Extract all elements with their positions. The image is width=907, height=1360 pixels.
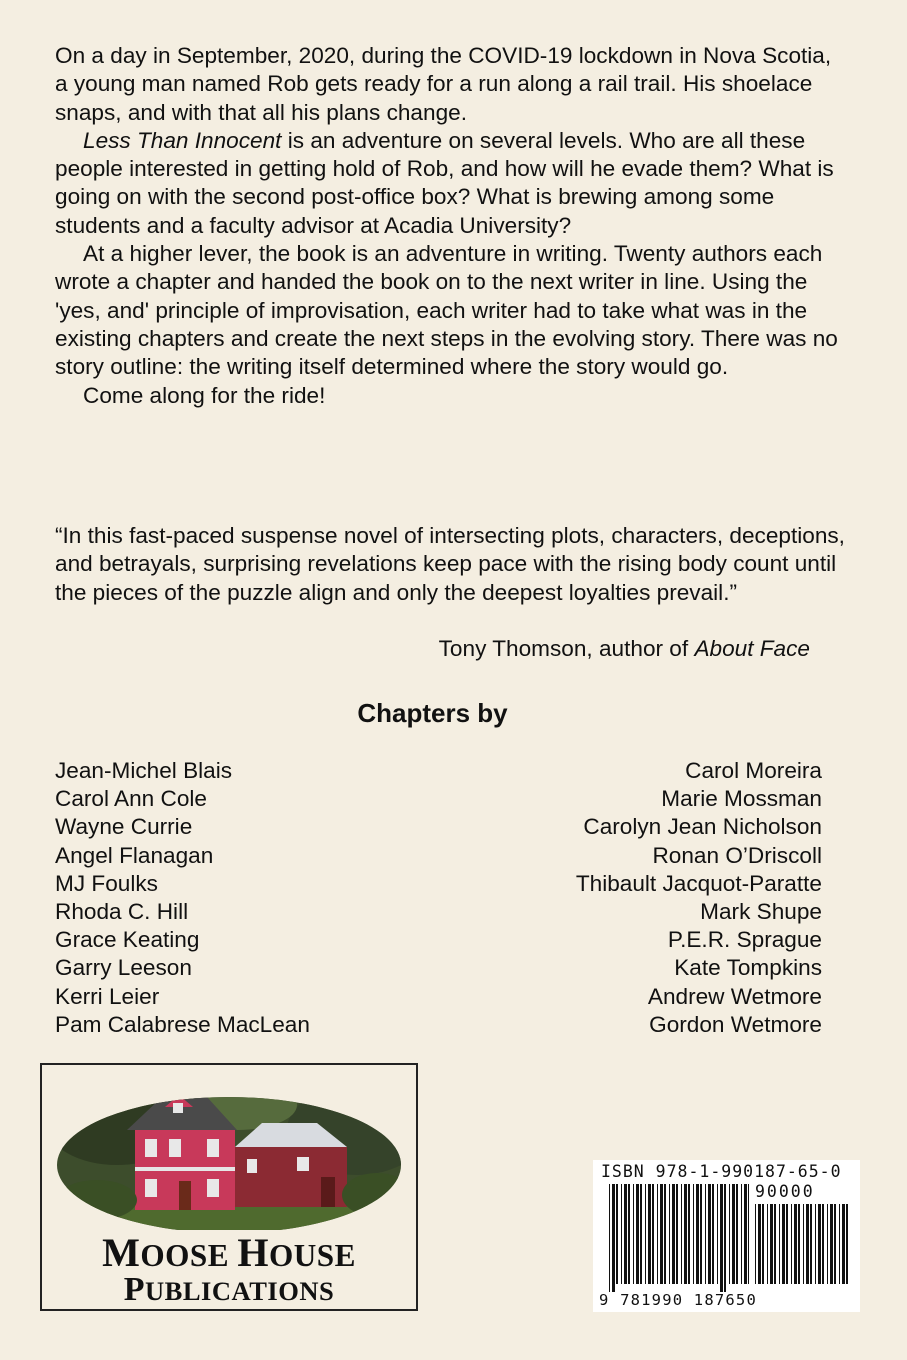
barcode-bar bbox=[652, 1184, 654, 1284]
author-name: Angel Flanagan bbox=[55, 842, 214, 868]
barcode-bar bbox=[798, 1204, 800, 1284]
blurb bbox=[55, 42, 845, 410]
author-name: Garry Leeson bbox=[55, 955, 192, 981]
barcode-bar bbox=[729, 1184, 730, 1284]
authors-left-column bbox=[55, 757, 310, 1039]
barcode-bar bbox=[621, 1184, 622, 1284]
barcode-bar bbox=[815, 1204, 816, 1284]
chapters-heading: Chapters by bbox=[357, 698, 508, 728]
barcode-bar bbox=[660, 1184, 663, 1284]
barcode-bar bbox=[688, 1184, 690, 1284]
barcode-bar bbox=[696, 1184, 699, 1284]
barcode-bar bbox=[669, 1184, 670, 1284]
logo-letter: M bbox=[102, 1230, 141, 1275]
attribution-book-title: About Face bbox=[694, 636, 810, 661]
barcode-bar bbox=[736, 1184, 738, 1284]
barcode-bar bbox=[648, 1184, 651, 1284]
author-name: Kate Tompkins bbox=[674, 955, 822, 981]
logo-letter: H bbox=[237, 1230, 269, 1275]
barcode-bar bbox=[827, 1204, 828, 1284]
barcode-bar bbox=[810, 1204, 812, 1284]
barcode-bar bbox=[708, 1184, 711, 1284]
barcode-bar bbox=[676, 1184, 678, 1284]
isbn-text: ISBN 978-1-990187-65-0 bbox=[601, 1162, 842, 1181]
barcode-bar bbox=[786, 1204, 788, 1284]
barcode-bar bbox=[794, 1204, 797, 1284]
author-name: Marie Mossman bbox=[661, 786, 822, 812]
barcode-bar bbox=[609, 1184, 610, 1292]
barcode-bar bbox=[741, 1184, 742, 1284]
publisher-logo bbox=[40, 1063, 418, 1311]
review-attribution bbox=[439, 635, 810, 663]
blurb-paragraph-1: On a day in September, 2020, during the COVID-19 lockdown in Nova Scotia, a young man named Rob gets ready for a run along a rail trail. His shoelace snaps, and with that all his plans change. bbox=[55, 43, 832, 125]
barcode-bar bbox=[628, 1184, 630, 1284]
barcode-bar bbox=[705, 1184, 706, 1284]
barcode-bar bbox=[762, 1204, 764, 1284]
barcode-bar bbox=[672, 1184, 675, 1284]
barcode-bar bbox=[803, 1204, 804, 1284]
review-quote bbox=[55, 522, 845, 607]
barcode-bar bbox=[758, 1204, 761, 1284]
barcode-bar bbox=[693, 1184, 694, 1284]
author-name: Kerri Leier bbox=[55, 983, 160, 1009]
blurb-paragraph-3: At a higher lever, the book is an adventure in writing. Twenty authors each wrote a chapter and handed the book on to the next writer in line. Using the 'yes, and' principle of improvisation, each writer had to take what was in the existing chapters and create the next steps in the evolving story. There was no story outline: the writing itself determined where the story would go. bbox=[55, 241, 838, 380]
barcode-bar bbox=[640, 1184, 642, 1284]
barcode-bar bbox=[818, 1204, 821, 1284]
barcode-bar bbox=[806, 1204, 809, 1284]
barcode-bar bbox=[664, 1184, 666, 1284]
barcode-bar bbox=[770, 1204, 773, 1284]
author-name: Carol Moreira bbox=[685, 758, 822, 783]
barcode-bars bbox=[609, 1184, 749, 1292]
author-name: Carolyn Jean Nicholson bbox=[583, 814, 822, 840]
authors-right-column bbox=[576, 757, 822, 1039]
barcode-bar bbox=[657, 1184, 658, 1284]
isbn-barcode bbox=[593, 1160, 860, 1312]
house-illustration bbox=[57, 1085, 402, 1230]
logo-letters: UBLICATIONS bbox=[145, 1276, 335, 1306]
barcode-bar bbox=[822, 1204, 824, 1284]
barcode-bar bbox=[684, 1184, 687, 1284]
publisher-name-line2 bbox=[42, 1272, 416, 1309]
author-name: Pam Calabrese MacLean bbox=[55, 1011, 310, 1037]
author-name: Ronan O’Driscoll bbox=[652, 842, 822, 868]
book-title: Less Than Innocent bbox=[83, 127, 282, 153]
barcode-bar bbox=[791, 1204, 792, 1284]
logo-letters: OUSE bbox=[268, 1238, 356, 1273]
author-name: Mark Shupe bbox=[700, 898, 822, 924]
author-name: Grace Keating bbox=[55, 927, 200, 953]
blurb-paragraph-2-text: is an adventure on several levels. Who are all these people interested in getting hold of Rob, and how will he evade them? What is going on with the second post-office box? What is brewing among some students and a faculty advisor at Acadia University? bbox=[55, 127, 834, 238]
barcode-bar bbox=[720, 1184, 723, 1292]
barcode-bar bbox=[748, 1184, 749, 1284]
barcode-bar bbox=[782, 1204, 785, 1284]
barcode-bar bbox=[830, 1204, 833, 1284]
barcode-bar bbox=[717, 1184, 718, 1284]
barcode-bar bbox=[681, 1184, 682, 1284]
barcode-addon-bars bbox=[755, 1204, 851, 1292]
barcode-bar bbox=[724, 1184, 726, 1292]
barcode-bar bbox=[842, 1204, 845, 1284]
blurb-paragraph-4: Come along for the ride! bbox=[83, 382, 326, 408]
author-name: Gordon Wetmore bbox=[649, 1011, 822, 1037]
barcode-bar bbox=[645, 1184, 646, 1284]
author-name: Wayne Currie bbox=[55, 814, 193, 840]
barcode-bar bbox=[839, 1204, 840, 1284]
barcode-bar bbox=[834, 1204, 836, 1284]
barcode-bar bbox=[774, 1204, 776, 1284]
author-name: Thibault Jacquot-Paratte bbox=[575, 870, 822, 896]
review-quote-text: “In this fast-paced suspense novel of intersecting plots, characters, deceptions, and betrayals, surprising revelations keep pace with the rising body count until the pieces of the puzzle align and only the deepest loyalties prevail.” bbox=[55, 523, 845, 605]
author-name: Andrew Wetmore bbox=[647, 983, 822, 1009]
author-name: Jean-Michel Blais bbox=[55, 758, 233, 783]
logo-letter: P bbox=[123, 1271, 146, 1308]
blurb-paragraph-2 bbox=[55, 127, 845, 240]
author-name: MJ Foulks bbox=[55, 870, 158, 896]
barcode-bar bbox=[767, 1204, 768, 1284]
barcode-bar bbox=[779, 1204, 780, 1284]
barcode-bar bbox=[624, 1184, 627, 1284]
logo-letters: OOSE bbox=[140, 1238, 238, 1273]
barcode-bar bbox=[633, 1184, 634, 1284]
barcode-bar bbox=[636, 1184, 639, 1284]
attribution-author: Tony Thomson, author of bbox=[438, 636, 695, 661]
publisher-name-line1 bbox=[42, 1230, 416, 1276]
barcode-bar bbox=[732, 1184, 735, 1284]
barcode-bar bbox=[744, 1184, 747, 1284]
barcode-bar bbox=[846, 1204, 848, 1284]
author-name: Rhoda C. Hill bbox=[55, 898, 189, 924]
barcode-bar bbox=[612, 1184, 615, 1292]
author-name: Carol Ann Cole bbox=[55, 786, 207, 812]
price-code-text: 90000 bbox=[755, 1182, 815, 1201]
ean-number: 9 781990 187650 bbox=[599, 1291, 757, 1309]
author-name: P.E.R. Sprague bbox=[667, 927, 822, 953]
barcode-bar bbox=[616, 1184, 618, 1284]
barcode-bar bbox=[755, 1204, 756, 1284]
barcode-bar bbox=[700, 1184, 702, 1284]
barcode-bar bbox=[712, 1184, 714, 1284]
